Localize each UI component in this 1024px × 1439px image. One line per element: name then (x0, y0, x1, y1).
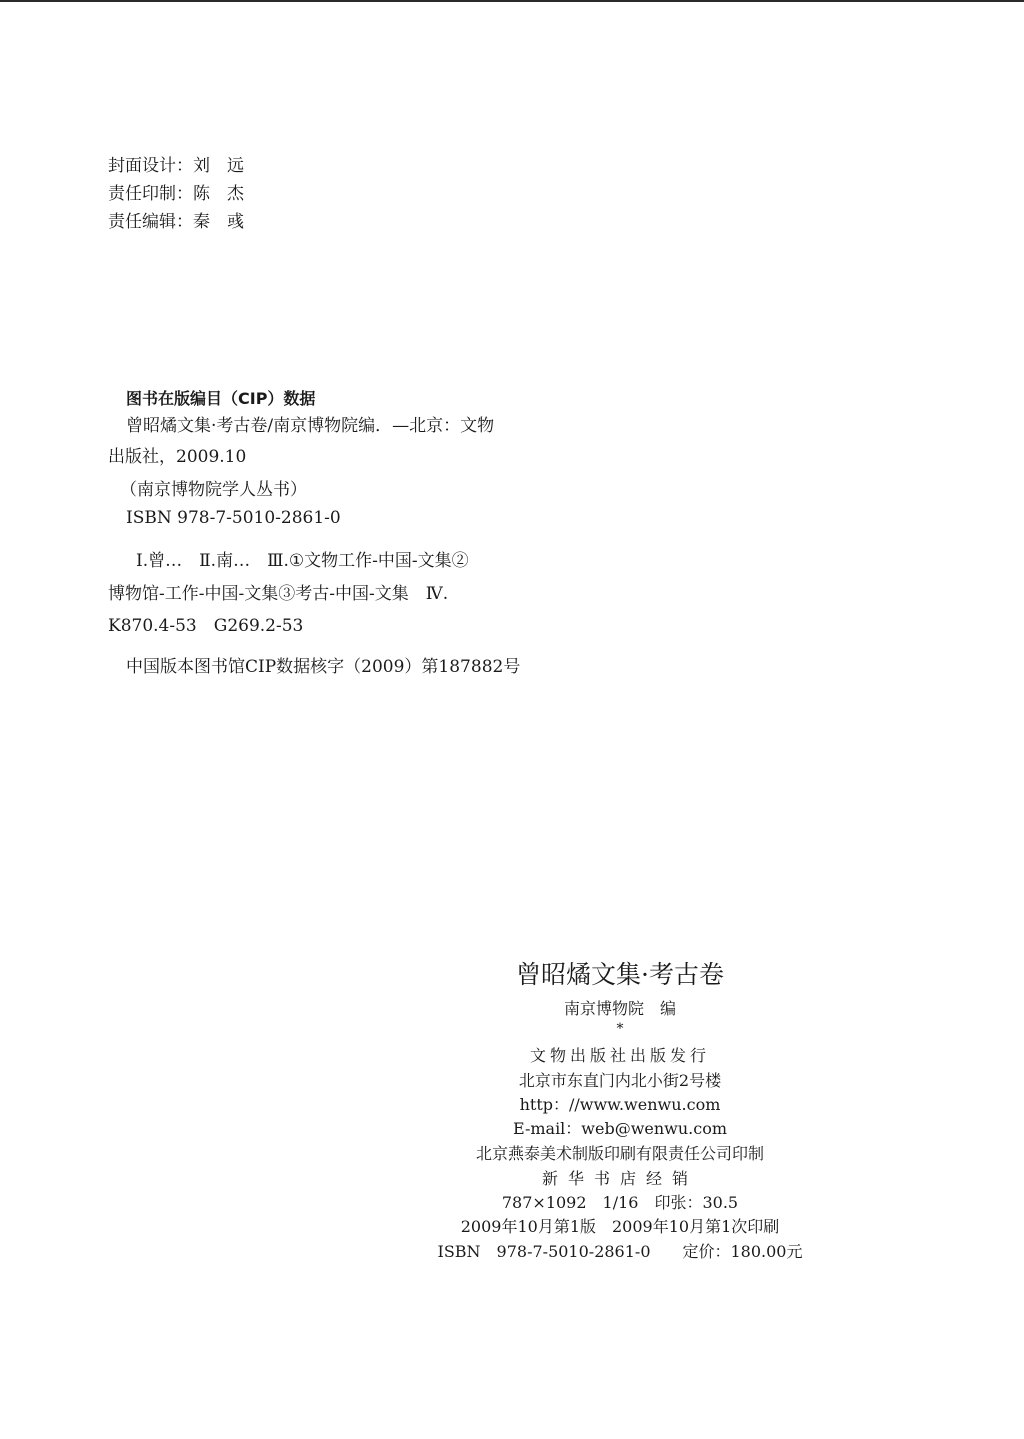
credit-role: 封面设计： (108, 156, 193, 176)
credit-cover-design (108, 152, 244, 180)
cip-line: （南京博物院学人丛书） (120, 480, 307, 500)
book-format: 787×1092 1/16 印张：30.5 (501, 1193, 739, 1212)
cip-line: 曾昭燏文集·考古卷/南京博物院编．—北京：文物 (126, 416, 495, 436)
cip-line: ISBN 978-7-5010-2861-0 (126, 508, 341, 528)
cip-line: 博物馆-工作-中国-文集③考古-中国-文集 Ⅳ. (108, 584, 449, 604)
edition-info: 2009年10月第1版 2009年10月第1次印刷 (460, 1217, 780, 1236)
credit-name: 陈 杰 (193, 184, 244, 204)
cip-line: 出版社，2009.10 (108, 447, 247, 467)
credits-block (108, 152, 244, 236)
credit-role: 责任印制： (108, 184, 193, 204)
publisher-website: http：//www.wenwu.com (519, 1095, 721, 1114)
credit-print-supervisor (108, 180, 244, 208)
credit-name: 刘 远 (193, 156, 244, 176)
publisher-address: 北京市东直门内北小街2号楼 (518, 1071, 722, 1090)
cip-line: Ⅰ.曾… Ⅱ.南… Ⅲ.①文物工作-中国-文集② (136, 551, 469, 571)
credit-role: 责任编辑： (108, 212, 193, 232)
publisher-email: E-mail：web@wenwu.com (512, 1119, 728, 1138)
printer: 北京燕泰美术制版印刷有限责任公司印制 (475, 1144, 764, 1163)
credit-editor (108, 208, 244, 236)
book-editor: 南京博物院 编 (563, 999, 676, 1018)
top-border-rule (0, 0, 1024, 2)
cip-heading: 图书在版编目（CIP）数据 (126, 389, 316, 408)
book-title: 曾昭燏文集·考古卷 (516, 960, 724, 989)
publisher: 文物出版社出版发行 (529, 1046, 710, 1065)
credit-name: 秦 彧 (193, 212, 244, 232)
cip-line: K870.4-53 G269.2-53 (108, 616, 304, 636)
isbn-price: ISBN 978-7-5010-2861-0 定价：180.00元 (437, 1242, 803, 1261)
cip-line: 中国版本图书馆CIP数据核字（2009）第187882号 (126, 657, 521, 677)
separator-star: * (616, 1021, 624, 1037)
distributor: 新华书店经销 (541, 1169, 698, 1188)
